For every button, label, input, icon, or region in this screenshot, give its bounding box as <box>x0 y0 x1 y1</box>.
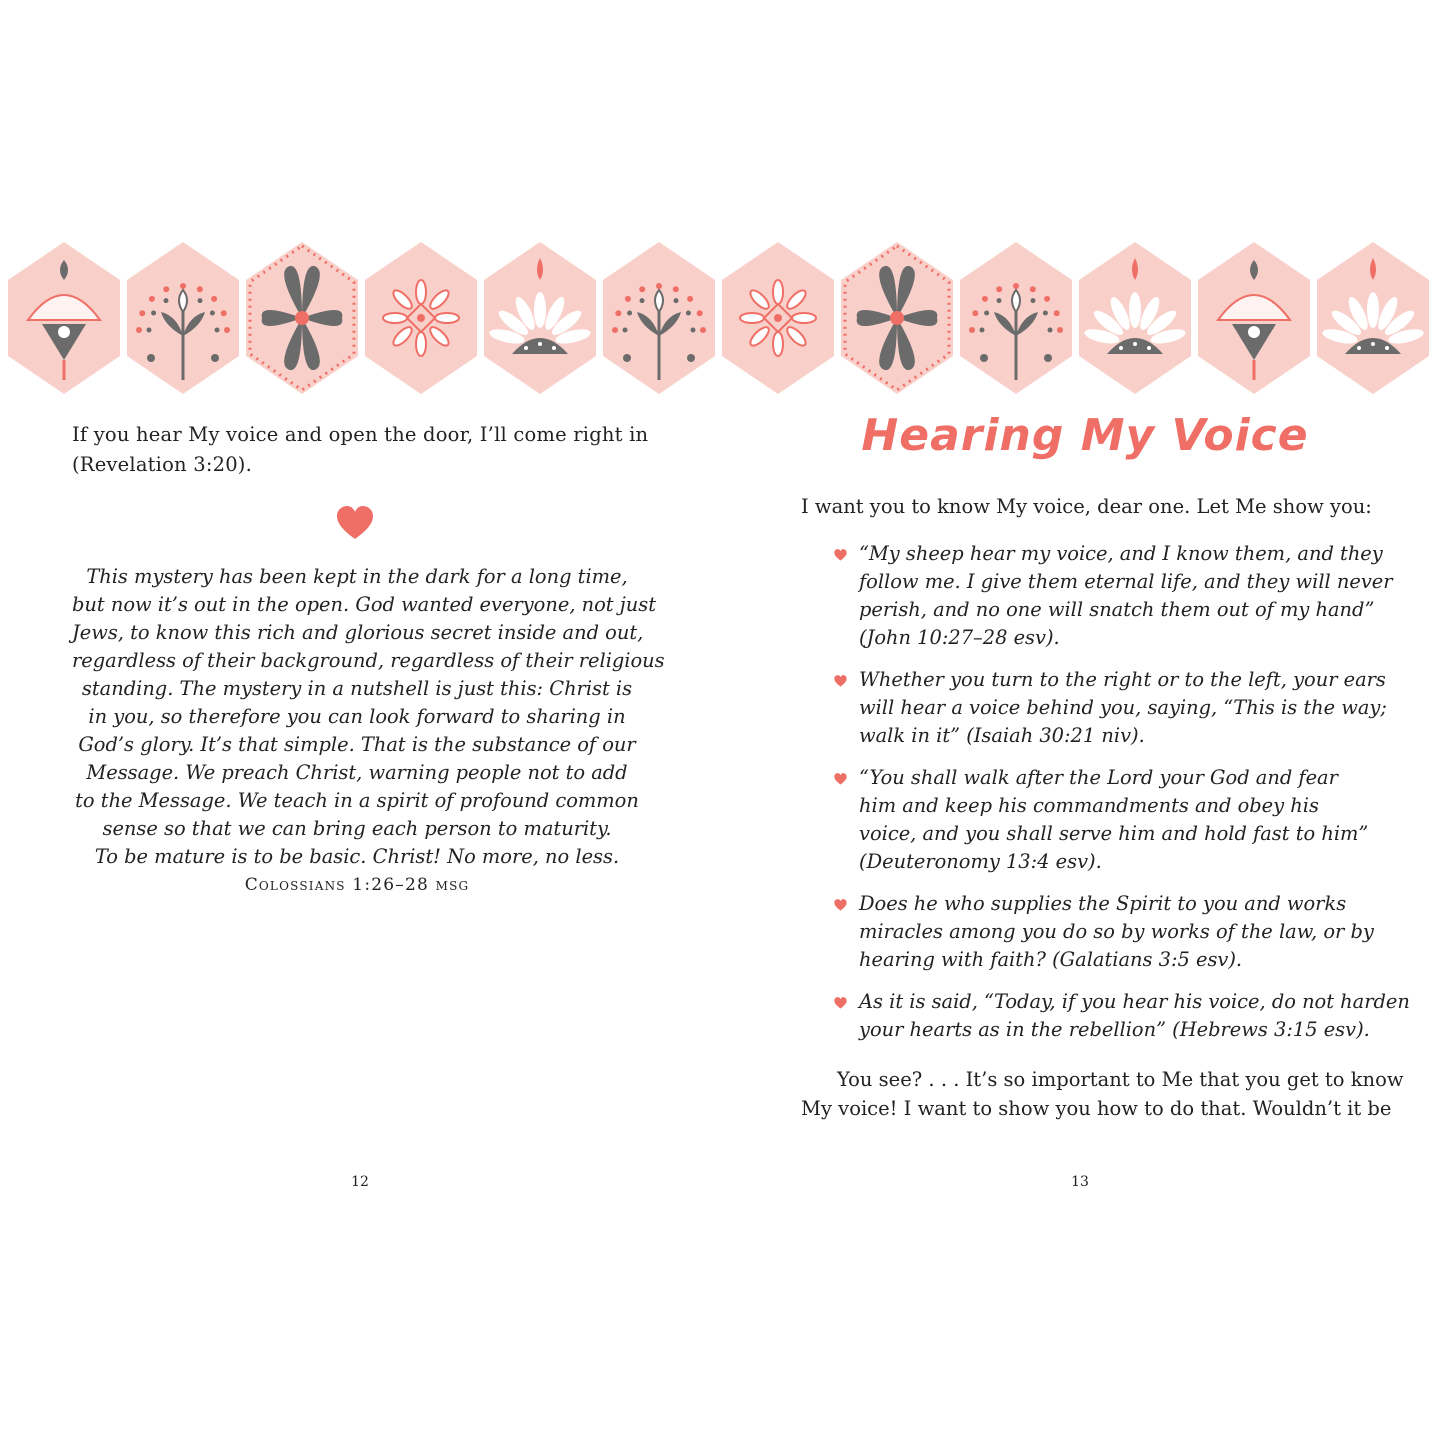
quote-source: Colossians 1:26–28 msg <box>244 875 470 895</box>
page-number: 13 <box>1071 1174 1089 1190</box>
scripture-line: your hearts as in the rebellion” (Hebrews 3:15 esv). <box>859 1018 1370 1041</box>
scripture-line: hearing with faith? (Galatians 3:5 esv). <box>859 948 1243 971</box>
decorative-banner <box>0 240 1440 396</box>
scripture-list-item <box>832 666 1387 750</box>
closing-line: You see? . . . It’s so important to Me that you get to know <box>837 1068 1404 1091</box>
quote-line: God’s glory. It’s that simple. That is the substance of our <box>78 733 636 756</box>
scripture-line: perish, and no one will snatch them out of my hand” <box>859 598 1375 621</box>
quote-line: Jews, to know this rich and glorious secret inside and out, <box>72 621 644 644</box>
heart-bullet-icon <box>834 549 847 561</box>
scripture-list <box>832 540 1410 1058</box>
quote-line: standing. The mystery in a nutshell is just this: Christ is <box>81 677 633 700</box>
lead-paragraph: I want you to know My voice, dear one. Let Me show you: <box>801 495 1372 518</box>
quote-line: in you, so therefore you can look forward to sharing in <box>88 705 626 728</box>
quote-line: regardless of their background, regardless of their religious <box>72 649 665 672</box>
closing-line: My voice! I want to show you how to do that. Wouldn’t it be <box>801 1097 1392 1120</box>
scripture-list-item <box>832 540 1393 652</box>
scripture-line: walk in it” (Isaiah 30:21 niv). <box>859 724 1145 747</box>
scripture-line: miracles among you do so by works of the law, or by <box>859 920 1374 943</box>
sprout-arch-icon <box>125 240 241 396</box>
scripture-quote <box>72 563 665 899</box>
half-sun-icon <box>482 240 598 396</box>
quote-line: This mystery has been kept in the dark for a long time, <box>86 565 628 588</box>
intro-line: (Revelation 3:20). <box>72 453 253 476</box>
scripture-line: him and keep his commandments and obey his <box>859 794 1319 817</box>
flower-fan-icon <box>1196 240 1312 396</box>
flower-fan-icon <box>6 240 122 396</box>
half-sun-icon <box>1315 240 1431 396</box>
quote-line: sense so that we can bring each person to maturity. <box>102 817 612 840</box>
scripture-line: voice, and you shall serve him and hold fast to him” <box>859 822 1369 845</box>
scripture-line: Whether you turn to the right or to the left, your ears <box>859 668 1386 691</box>
heart-bullet-icon <box>834 675 847 687</box>
scripture-list-item <box>832 890 1372 974</box>
quote-line: but now it’s out in the open. God wanted everyone, not just <box>72 593 657 616</box>
scripture-line: follow me. I give them eternal life, and they will never <box>859 570 1393 593</box>
left-page <box>72 420 652 480</box>
scripture-line: (Deuteronomy 13:4 esv). <box>859 850 1102 873</box>
closing-paragraph <box>801 1065 1404 1123</box>
scripture-line: Does he who supplies the Spirit to you and works <box>859 892 1347 915</box>
heart-bullet-icon <box>834 773 847 785</box>
sprout-arch-icon <box>958 240 1074 396</box>
heart-bullet-icon <box>834 997 847 1009</box>
scripture-line: (John 10:27–28 esv). <box>859 626 1060 649</box>
mandala-icon <box>363 240 479 396</box>
scripture-list-item <box>832 764 1372 876</box>
intro-paragraph <box>72 420 652 480</box>
scripture-line: “You shall walk after the Lord your God and fear <box>859 766 1338 789</box>
intro-line: If you hear My voice and open the door, I’ll come right in <box>72 423 649 446</box>
scripture-line: will hear a voice behind you, saying, “This is the way; <box>859 696 1387 719</box>
page-title: Hearing My Voice <box>861 410 1309 461</box>
quote-line: Message. We preach Christ, warning people not to add <box>86 761 628 784</box>
half-sun-icon <box>1077 240 1193 396</box>
petal-cross-icon <box>839 240 955 396</box>
heart-icon <box>336 506 374 540</box>
heart-bullet-icon <box>834 899 847 911</box>
quote-line: To be mature is to be basic. Christ! No more, no less. <box>94 845 620 868</box>
scripture-line: “My sheep hear my voice, and I know them, and they <box>859 542 1383 565</box>
mandala-icon <box>720 240 836 396</box>
scripture-list-item <box>832 988 1410 1044</box>
scripture-line: As it is said, “Today, if you hear his voice, do not harden <box>859 990 1410 1013</box>
sprout-arch-icon <box>601 240 717 396</box>
quote-line: to the Message. We teach in a spirit of profound common <box>75 789 639 812</box>
petal-cross-icon <box>244 240 360 396</box>
page-number: 12 <box>351 1174 369 1190</box>
